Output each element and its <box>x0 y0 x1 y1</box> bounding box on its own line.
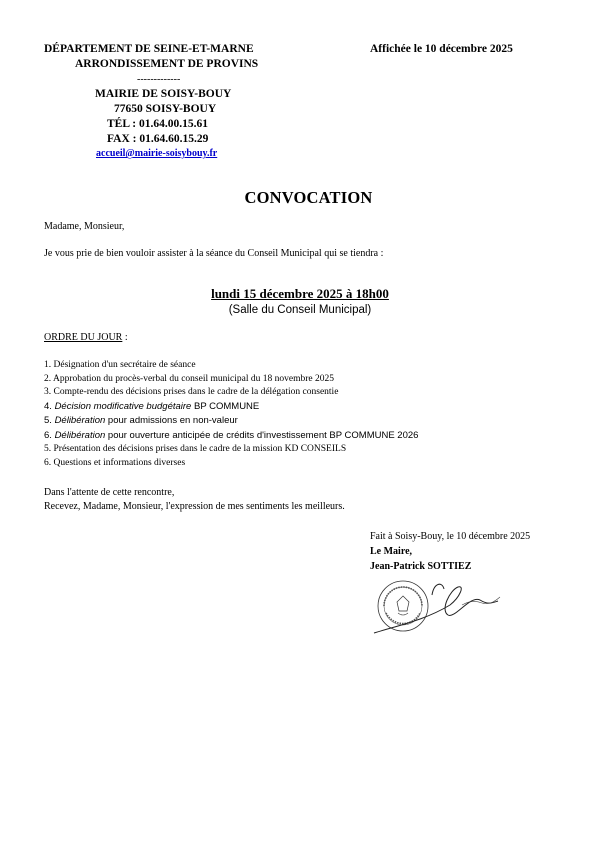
intro-text: Je vous prie de bien vouloir assister à la séance du Conseil Municipal qui se tiendra : <box>44 248 384 259</box>
document-title: CONVOCATION <box>244 188 373 207</box>
telephone: TÉL : 01.64.00.15.61 <box>107 118 208 130</box>
closing-line-1: Dans l'attente de cette rencontre, <box>44 487 175 498</box>
place-date: Fait à Soisy-Bouy, le 10 décembre 2025 <box>370 531 531 542</box>
mayor-name: Jean-Patrick SOTTIEZ <box>370 561 472 572</box>
department-line: DÉPARTEMENT DE SEINE-ET-MARNE <box>44 43 254 55</box>
agenda-list <box>44 359 418 470</box>
agenda-item: 1. Désignation d'un secrétaire de séance <box>44 360 196 370</box>
agenda-heading <box>44 331 128 344</box>
email-link[interactable]: accueil@mairie-soisybouy.fr <box>96 148 218 159</box>
header-separator: ------------- <box>137 74 181 85</box>
agenda-item: 4. Décision modificative budgétaire BP COMMUNE <box>44 400 260 412</box>
closing-line-2: Recevez, Madame, Monsieur, l'expression de mes sentiments les meilleurs. <box>44 501 345 512</box>
agenda-item: 5. Délibération pour admissions en non-valeur <box>44 415 238 426</box>
meeting-venue: (Salle du Conseil Municipal) <box>228 304 372 316</box>
mairie-name: MAIRIE DE SOISY-BOUY <box>95 88 232 100</box>
meeting-date: lundi 15 décembre 2025 à 18h00 <box>211 286 389 301</box>
arrondissement-line: ARRONDISSEMENT DE PROVINS <box>75 58 259 70</box>
postal-address: 77650 SOISY-BOUY <box>114 103 217 115</box>
agenda-item: 2. Approbation du procès-verbal du conseil municipal du 18 novembre 2025 <box>44 373 334 384</box>
mayor-stamp-signature <box>370 575 510 637</box>
mayor-role: Le Maire, <box>370 546 413 557</box>
agenda-item: 3. Compte-rendu des décisions prises dans le cadre de la délégation consentie <box>44 387 339 397</box>
agenda-item: 6. Questions et informations diverses <box>44 457 186 468</box>
agenda-heading-label: ORDRE DU JOUR <box>44 332 123 343</box>
posted-date: Affichée le 10 décembre 2025 <box>370 43 513 55</box>
fax: FAX : 01.64.60.15.29 <box>107 133 209 145</box>
agenda-item: 5. Présentation des décisions prises dans le cadre de la mission KD CONSEILS <box>44 444 347 454</box>
agenda-item: 6. Délibération pour ouverture anticipée de crédits d'investissement BP COMMUNE 2026 <box>44 429 419 441</box>
agenda-heading-suffix: : <box>122 332 128 343</box>
greeting: Madame, Monsieur, <box>44 221 125 232</box>
